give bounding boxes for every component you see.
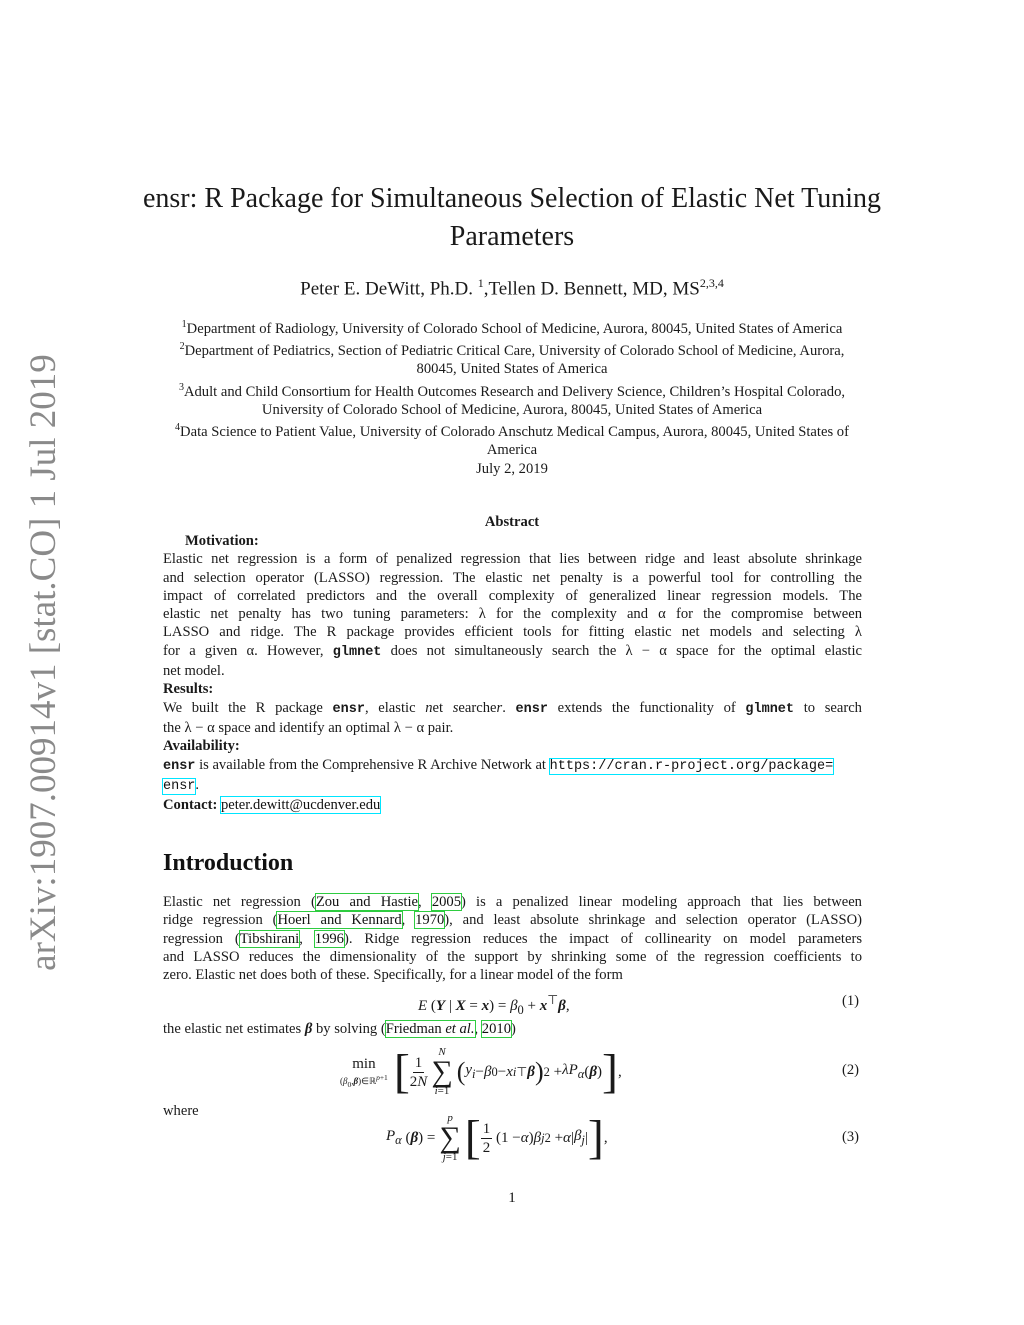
results-l1-f: extends the functionality of xyxy=(557,699,736,716)
affiliation-3-line-2: University of Colorado School of Medicine, Aurora, 80045, United States of America xyxy=(261,401,763,418)
author-2-sup: 2,3,4 xyxy=(699,276,724,290)
affiliation-4-sup: 4 xyxy=(175,422,181,434)
affiliations xyxy=(0,316,1024,460)
affiliation-2 xyxy=(0,338,1024,378)
code-glmnet-2: glmnet xyxy=(745,701,795,717)
where-text: where xyxy=(163,1103,199,1119)
intro-line-2 xyxy=(163,911,862,929)
title-line-2: Parameters xyxy=(449,221,575,252)
code-ensr-1: ensr xyxy=(332,701,365,717)
results-l1-g: to search xyxy=(803,699,862,716)
results-line-2: the λ − α space and identify an optimal λ − α pair. xyxy=(163,719,454,736)
affiliation-3 xyxy=(0,379,1024,419)
introduction-heading: Introduction xyxy=(163,850,294,876)
affiliation-2-sup: 2 xyxy=(179,341,185,353)
cite4-i: et al. xyxy=(445,1021,475,1037)
citation-tibshirani-year[interactable]: 1996 xyxy=(314,930,344,947)
citation-tibshirani[interactable]: Tibshirani xyxy=(239,930,300,947)
contact-heading: Contact: xyxy=(163,797,218,814)
availability-heading: Availability: xyxy=(163,738,240,755)
affiliation-3-line-1: Adult and Child Consortium for Health Outcomes Research and Delivery Science, Children’s Hospital Colorado, xyxy=(183,383,846,400)
motivation-line-4: elastic net penalty has two tuning parameters: λ for the complexity and α for the compromise between xyxy=(163,606,862,623)
results-l1-r: r xyxy=(496,699,503,716)
intro-l3-a: regression ( xyxy=(163,930,240,947)
code-glmnet: glmnet xyxy=(332,644,382,660)
contact-line xyxy=(163,796,862,814)
affiliation-4-line-2: America xyxy=(486,442,538,459)
results-l1-c: et xyxy=(432,699,444,716)
intro-line-4: and LASSO reduces the dimensionality of the support by shrinking some of the regression coefficients to xyxy=(163,948,862,965)
equation-2: min $(\beta_0,\beta)\in ℝ^{p+1}$ [ $\frac{1}{2N}$ N ∑ i=1 ( $y_i$ − β 0 − x i ⊤ β ) 2 + $\lambda P_\alpha$ ( β ) ] , xyxy=(340,1045,622,1098)
cite3-sep: , xyxy=(299,930,315,947)
citation-friedman[interactable] xyxy=(386,1021,475,1037)
results-l1-d: earche xyxy=(458,699,497,716)
citation-friedman-year[interactable]: 2010 xyxy=(481,1021,511,1037)
results-line-1 xyxy=(163,699,862,719)
results-l1-a: We built the R package xyxy=(163,699,323,716)
results-l1-s: s xyxy=(452,699,459,716)
page-number: 1 xyxy=(508,1190,516,1206)
after-eq1-a: the elastic net estimates xyxy=(163,1021,302,1037)
intro-line-5: zero. Elastic net does both of these. Specifically, for a linear model of the form xyxy=(163,967,623,984)
citation-zou-hastie[interactable]: Zou and Hastie xyxy=(315,894,419,910)
availability-end: . xyxy=(195,776,200,793)
intro-l1-b: ) is a penalized linear modeling approach that lies between xyxy=(461,894,862,910)
equation-2-number: (2) xyxy=(842,1062,860,1078)
intro-l1-a: Elastic net regression ( xyxy=(163,894,316,910)
cran-url-link[interactable]: https://cran.r-project.org/package= xyxy=(549,758,834,774)
availability-text: is available from the Comprehensive R Archive Network at xyxy=(199,756,546,773)
citation-hoerl-kennard[interactable]: Hoerl and Kennard xyxy=(277,912,402,929)
intro-l3-b: ). Ridge regression reduces the impact of collinearity on model parameters xyxy=(343,930,862,947)
availability-line-2 xyxy=(163,776,862,796)
affiliation-1-sup: 1 xyxy=(181,319,187,330)
cite2-sep: , xyxy=(401,912,416,929)
citation-zou-hastie-year[interactable]: 2005 xyxy=(431,894,462,910)
motivation-line-1: Elastic net regression is a form of penalized regression that lies between ridge and least absolute shrinkage xyxy=(163,551,862,568)
abstract-heading: Abstract xyxy=(484,514,540,530)
motivation-heading: Motivation: xyxy=(185,533,259,549)
affiliation-1-line-1: Department of Radiology, University of Colorado School of Medicine, Aurora, 80045, United States of America xyxy=(186,320,843,337)
affiliation-2-line-2: 80045, United States of America xyxy=(416,361,608,378)
motivation-line-6 xyxy=(163,642,862,662)
results-l1-b: , elastic xyxy=(364,699,416,716)
cite4-sep: , xyxy=(474,1021,482,1037)
code-ensr-2: ensr xyxy=(515,701,548,717)
introduction-paragraph xyxy=(163,893,862,984)
date: July 2, 2019 xyxy=(476,461,548,477)
citation-hoerl-kennard-year[interactable]: 1970 xyxy=(415,912,445,929)
equation-3-number: (3) xyxy=(842,1129,860,1145)
author-1-sup: 1 xyxy=(477,276,484,290)
affiliation-2-line-1: Department of Pediatrics, Section of Pediatric Critical Care, University of Colorado School of Medicine, Aurora, xyxy=(184,343,845,360)
motivation-line-5: LASSO and ridge. The R package provides efficient tools for fitting elastic net models and selecting λ xyxy=(163,624,862,641)
motivation-line-7: net model. xyxy=(163,663,225,680)
motivation-line-2: and selection operator (LASSO) regression. The elastic net penalty is a powerful tool for controlling the xyxy=(163,569,862,586)
intro-line-1 xyxy=(163,893,862,911)
motivation-line-3: impact of correlated predictors and the overall complexity of generalized linear regression models. The xyxy=(163,587,862,604)
affiliation-1 xyxy=(0,316,1024,338)
arxiv-stamp-text: arXiv:1907.00914v1 [stat.CO] 1 Jul 2019 xyxy=(22,353,64,971)
intro-l2-a: ridge regression ( xyxy=(163,912,278,929)
equation-1-number: (1) xyxy=(842,993,860,1009)
after-eq1-b: by solving ( xyxy=(315,1021,386,1037)
motivation-line-6-b: does not simultaneously search the λ − α space for the optimal elastic xyxy=(390,642,863,659)
code-ensr-3: ensr xyxy=(163,758,196,774)
authors xyxy=(0,276,1024,300)
affiliation-3-sup: 3 xyxy=(178,381,184,393)
contact-email-link[interactable]: peter.dewitt@ucdenver.edu xyxy=(220,797,381,814)
availability-line-1 xyxy=(163,756,862,776)
results-heading: Results: xyxy=(163,681,214,698)
paper-title xyxy=(0,180,1024,256)
author-2: Tellen D. Bennett, MD, MS xyxy=(488,278,700,300)
results-l1-n: n xyxy=(425,699,433,716)
results-l1-e: . xyxy=(502,699,506,716)
equation-3: $P_\alpha$ ( β ) = p ∑ j=1 [ $\frac{1}{2}$ (1 − α ) β j 2 + α | $\beta_j$ | ] , xyxy=(386,1111,608,1164)
after-eq1-c: ) xyxy=(510,1021,516,1037)
cran-url-link-cont[interactable]: ensr xyxy=(163,778,196,794)
equation-1: E (Y | $X = x) = \beta_0 + x^⊤\beta$, xyxy=(418,993,570,1017)
cite1-sep: , xyxy=(418,894,432,910)
affiliation-4-line-1: Data Science to Patient Value, University of Colorado Anschutz Medical Campus, Aurora, 80045, United States of xyxy=(180,423,849,440)
intro-line-3 xyxy=(163,930,862,948)
title-line-1: ensr: R Package for Simultaneous Selection of Elastic Net Tuning xyxy=(142,183,881,214)
abstract xyxy=(163,532,862,814)
cite4-a: Friedman xyxy=(385,1021,442,1037)
affiliation-4 xyxy=(0,419,1024,459)
motivation-line-6-a: for a given α. However, xyxy=(163,642,324,659)
author-1: Peter E. DeWitt, Ph.D. xyxy=(300,278,473,300)
intro-l2-b: ), and least absolute shrinkage and selection operator (LASSO) xyxy=(444,912,863,929)
author-sep: , xyxy=(483,278,489,300)
after-eq1-line: the elastic net estimates β by solving (Friedman et al., 2010) xyxy=(163,1021,516,1037)
